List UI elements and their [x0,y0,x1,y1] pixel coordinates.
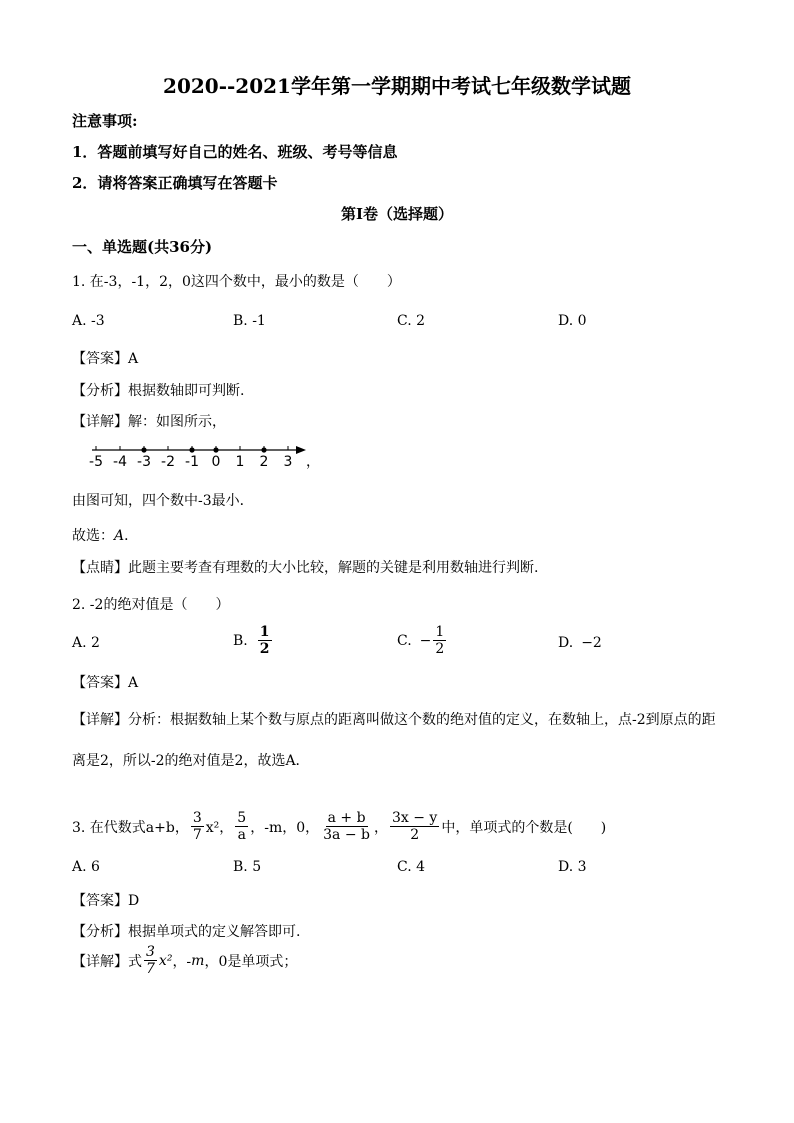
q2-option-d [558,635,602,651]
fraction-denominator: 2 [410,827,420,844]
number-line-arrow [296,446,306,454]
number-line-tick-label: 1 [235,454,245,470]
q3-stem-prefix: 3. 在代数式a+b， [72,819,189,836]
number-line-tick-label: -4 [113,454,127,470]
number-line-trailing: ， [306,454,320,470]
q1-option-b: B. -1 [233,313,266,329]
number-line-point [261,447,266,452]
q3-detail-suffix: ，0是单项式； [204,953,298,970]
q1-conclusion: 由图可知，四个数中-3最小． [72,493,254,509]
page-title: 2020--2021学年第一学期期中考试七年级数学试题 [163,74,631,98]
q3-fraction-3 [321,810,372,843]
fraction-numerator: 3 [192,810,202,826]
fraction-denominator: a [237,827,246,844]
number-line-tick-label: 0 [211,454,221,470]
q2-option-c-fraction [433,624,446,657]
q3-separator: ， [374,819,388,836]
q2-detail-line2: 离是2，所以-2的绝对值是2，故选A． [72,753,310,769]
volume-title: 第I卷（选择题） [340,205,454,223]
fraction-numerator: 1 [435,624,445,640]
q1-comment: 【点睛】此题主要考查有理数的大小比较，解题的关键是利用数轴进行判断. [72,560,539,576]
q3-term-x2: x²， [205,819,234,836]
q3-detail-m: m [191,952,205,969]
fraction-denominator: 7 [192,827,202,844]
q1-choose [72,525,138,545]
number-line [84,440,324,474]
q1-choose-letter: A [114,528,125,544]
q3-answer: 【答案】D [72,893,140,909]
fraction-numerator: 3x − y [392,810,438,826]
q2-answer: 【答案】A [72,675,139,691]
number-line-tick-label: 3 [283,454,293,470]
number-line-tick-label: -3 [137,454,151,470]
section-heading: 一、单选题(共36分) [72,238,213,256]
q2-option-c [397,624,448,657]
q3-option-c: C. 4 [397,859,426,875]
q3-option-d: D. 3 [558,859,587,875]
q3-stem-suffix: 中，单项式的个数是( ) [441,819,607,836]
q3-detail-mid: ，- [172,953,192,970]
fraction-numerator: 5 [237,810,247,826]
q2-option-a: A. 2 [72,635,100,651]
q2-option-c-label: C. [397,632,412,649]
q2-option-b-fraction [258,624,272,657]
fraction-numerator: a + b [327,810,366,826]
q2-option-b-label: B. [233,632,248,649]
q2-option-d-value: −2 [581,635,602,651]
q1-detail: 【详解】解：如图所示， [72,414,226,430]
q3-stem-mid: ，-m，0， [250,819,320,836]
q1-option-a: A. -3 [72,313,105,329]
q1-choose-label: 故选： [72,528,114,544]
number-line-tick-label: -2 [161,454,175,470]
q3-option-b: B. 5 [233,859,262,875]
q3-detail-var: x² [158,952,173,969]
fraction-denominator: 3a − b [323,827,370,844]
q1-choose-end: ． [124,528,139,544]
q1-option-c: C. 2 [397,313,426,329]
number-line-tick-label: -1 [185,454,199,470]
fraction-denominator: 7 [146,961,155,978]
q3-detail-fraction [144,944,157,977]
q2-option-c-sign: − [419,632,432,649]
q1-analysis: 【分析】根据数轴即可判断. [72,383,245,399]
q3-analysis: 【分析】根据单项式的定义解答即可. [72,924,301,940]
q2-option-d-label: D. [558,635,574,651]
fraction-denominator: 2 [435,641,445,658]
fraction-numerator: 3 [146,944,155,960]
q3-stem [72,810,606,843]
notice-item: 2．请将答案正确填写在答题卡 [72,174,278,192]
number-line-point [141,447,146,452]
q2-stem: 2. -2的绝对值是（ ） [72,597,230,613]
q3-detail [72,944,297,977]
number-line-point [213,447,218,452]
q3-option-a: A. 6 [72,859,100,875]
q2-detail-line1: 【详解】分析：根据数轴上某个数与原点的距离叫做这个数的绝对值的定义，在数轴上，点-2到原点的距 [72,712,716,728]
fraction-denominator: 2 [259,641,270,658]
q1-stem: 1. 在-3，-1，2，0这四个数中，最小的数是（ ） [72,274,401,290]
notice-heading: 注意事项: [72,112,138,130]
notice-item: 1．答题前填写好自己的姓名、班级、考号等信息 [72,143,398,161]
fraction-numerator: 1 [259,624,270,640]
q3-fraction-1 [191,810,204,843]
number-line-tick-label: -5 [89,454,103,470]
q1-answer: 【答案】A [72,351,139,367]
q3-fraction-2 [235,810,248,843]
q3-detail-prefix: 【详解】式 [72,953,142,970]
number-line-point [189,447,194,452]
q1-option-d: D. 0 [558,313,587,329]
number-line-tick-label: 2 [259,454,269,470]
q2-option-b [233,624,274,657]
q3-fraction-4 [390,810,439,843]
